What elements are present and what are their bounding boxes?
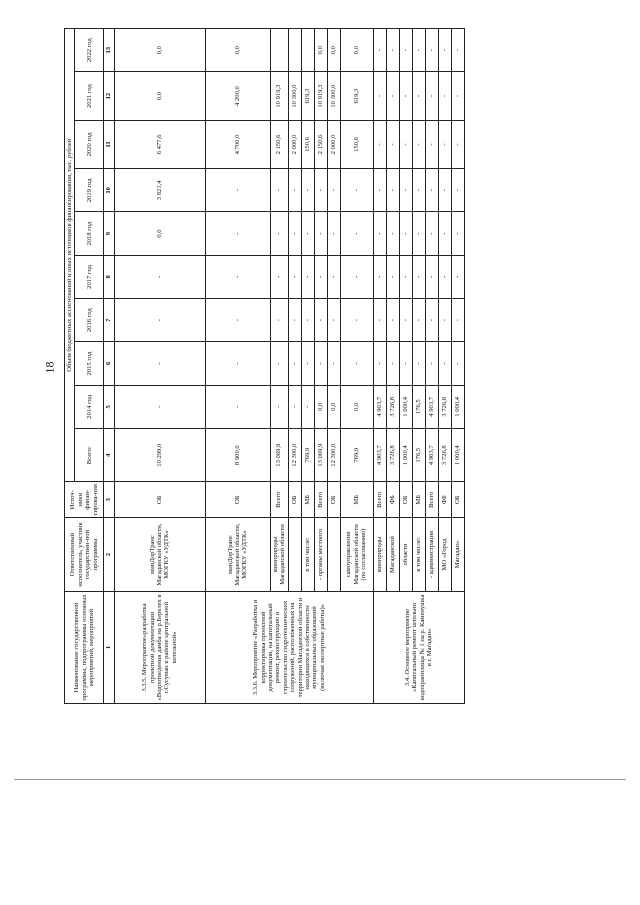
cell-value: 13 069,9 <box>314 428 327 481</box>
cell-value: - <box>314 255 327 298</box>
cell-value: 4 700,0 <box>205 120 270 168</box>
cell-value: - <box>451 72 464 120</box>
row-executor: Магадан» <box>451 518 464 592</box>
cell-value: - <box>327 169 340 212</box>
cell-value: - <box>399 72 412 120</box>
cell-value: - <box>451 299 464 342</box>
cell-value: - <box>373 255 386 298</box>
cell-value: - <box>288 299 301 342</box>
table-row <box>373 29 386 704</box>
col-number: 5 <box>104 385 114 428</box>
cell-value: 176,5 <box>412 385 425 428</box>
cell-value: 0,0 <box>114 212 205 255</box>
cell-value: 2 000,0 <box>288 120 301 168</box>
cell-value: - <box>386 255 399 298</box>
cell-value: - <box>451 29 464 72</box>
funding-table <box>64 28 465 704</box>
cell-value: - <box>288 255 301 298</box>
row-source: МБ <box>340 482 373 518</box>
cell-value: 12 300,0 <box>327 428 340 481</box>
cell-value: 1 000,4 <box>451 428 464 481</box>
cell-value: - <box>373 299 386 342</box>
cell-value: - <box>340 299 373 342</box>
cell-value: 0,0 <box>114 29 205 72</box>
cell-value: - <box>425 342 438 385</box>
cell-value: 12 300,0 <box>288 428 301 481</box>
cell-value: 150,6 <box>340 120 373 168</box>
row-executor <box>288 518 301 592</box>
cell-value: 0,0 <box>340 29 373 72</box>
cell-value: - <box>205 255 270 298</box>
cell-value: 769,9 <box>301 428 314 481</box>
cell-value: - <box>412 120 425 168</box>
cell-value: - <box>438 29 451 72</box>
cell-value: - <box>270 342 288 385</box>
cell-value: - <box>412 169 425 212</box>
cell-value: - <box>399 29 412 72</box>
row-source: Всего <box>373 482 386 518</box>
cell-value: 3 821,4 <box>114 169 205 212</box>
cell-value: 1 000,4 <box>451 385 464 428</box>
cell-value: - <box>327 212 340 255</box>
cell-value: - <box>451 255 464 298</box>
cell-value: - <box>438 299 451 342</box>
cell-value: 8 900,0 <box>205 428 270 481</box>
cell-value: 150,6 <box>301 120 314 168</box>
cell-value: 4 903,7 <box>425 428 438 481</box>
cell-value: - <box>425 29 438 72</box>
cell-value: 2 150,6 <box>314 120 327 168</box>
row-executor: в том числе: <box>301 518 314 592</box>
cell-value: 3 726,8 <box>438 428 451 481</box>
header-year: 2017 год <box>75 255 104 298</box>
cell-value: - <box>314 299 327 342</box>
row-executor: минДорТранс Магаданской области, МОГКУ «УДТК» <box>114 518 205 592</box>
cell-value: 13 069,9 <box>270 428 288 481</box>
cell-value: - <box>205 212 270 255</box>
cell-value: - <box>425 299 438 342</box>
cell-value: - <box>386 212 399 255</box>
cell-value: - <box>314 212 327 255</box>
header-funding-group: Объем бюджетных ассигнований и иных источников финансирования, тыс. рублей <box>65 29 75 482</box>
cell-value: - <box>451 342 464 385</box>
cell-value: - <box>340 255 373 298</box>
cell-value: - <box>386 29 399 72</box>
cell-value: - <box>425 72 438 120</box>
row-source: ФБ <box>386 482 399 518</box>
cell-value: - <box>301 342 314 385</box>
cell-value: - <box>399 255 412 298</box>
header-year: 2020 год <box>75 120 104 168</box>
cell-value: 619,3 <box>301 72 314 120</box>
cell-value: - <box>412 342 425 385</box>
row-name: 3.3.5. Мероприятие«разработка проектной документации «Водоотведения дамба на р.Берелех в г.Сусуман в районе центральной котельной» <box>114 591 205 703</box>
cell-value: - <box>114 255 205 298</box>
cell-value: - <box>288 342 301 385</box>
col-number: 10 <box>104 169 114 212</box>
col-number: 12 <box>104 72 114 120</box>
header-year: 2015 год <box>75 342 104 385</box>
cell-value: - <box>114 342 205 385</box>
cell-value: - <box>270 255 288 298</box>
row-executor: - органы местного <box>314 518 327 592</box>
cell-value: - <box>270 212 288 255</box>
cell-value: 0,0 <box>327 29 340 72</box>
col-number: 9 <box>104 212 114 255</box>
cell-value: 0,0 <box>314 385 327 428</box>
row-source: МБ <box>301 482 314 518</box>
cell-value: 4 903,7 <box>373 385 386 428</box>
cell-value: 10 919,3 <box>270 72 288 120</box>
page-number: 18 <box>42 361 57 374</box>
cell-value: - <box>438 212 451 255</box>
header-total: Всего: <box>75 428 104 481</box>
cell-value: - <box>399 299 412 342</box>
cell-value: - <box>340 169 373 212</box>
header-name: Наименование государственной программы, подпрограммы основных мероприятий, мероприятий <box>65 591 104 703</box>
cell-value: - <box>301 169 314 212</box>
cell-value: - <box>205 385 270 428</box>
cell-value: 4 200,0 <box>205 72 270 120</box>
cell-value: - <box>438 255 451 298</box>
col-number: 2 <box>104 518 114 592</box>
cell-value: 3 726,8 <box>438 385 451 428</box>
col-number: 11 <box>104 120 114 168</box>
cell-value: - <box>205 299 270 342</box>
cell-value: - <box>412 212 425 255</box>
header-year: 2019 год <box>75 169 104 212</box>
cell-value: - <box>386 342 399 385</box>
cell-value: - <box>425 212 438 255</box>
cell-value: - <box>412 29 425 72</box>
cell-value: - <box>114 385 205 428</box>
cell-value: 176,5 <box>412 428 425 481</box>
cell-value: 1 000,4 <box>399 428 412 481</box>
cell-value: - <box>314 342 327 385</box>
col-number: 8 <box>104 255 114 298</box>
cell-value: 0,0 <box>340 385 373 428</box>
row-source: Всего <box>270 482 288 518</box>
col-number: 7 <box>104 299 114 342</box>
cell-value: 3 726,8 <box>386 385 399 428</box>
row-executor: - администрация <box>425 518 438 592</box>
cell-value: - <box>425 169 438 212</box>
row-executor: минприроды Магаданской области <box>270 518 288 592</box>
cell-value: - <box>373 72 386 120</box>
cell-value: 0,0 <box>205 29 270 72</box>
cell-value: - <box>412 255 425 298</box>
cell-value: - <box>412 72 425 120</box>
row-source: МБ <box>412 482 425 518</box>
cell-value: 769,9 <box>340 428 373 481</box>
cell-value: - <box>386 169 399 212</box>
row-source: Всего <box>425 482 438 518</box>
col-number: 3 <box>104 482 114 518</box>
header-year: 2022 год <box>75 29 104 72</box>
cell-value: 10 300,0 <box>327 72 340 120</box>
cell-value: 0,0 <box>114 72 205 120</box>
cell-value: 1 000,4 <box>399 385 412 428</box>
header-year: 2021 год <box>75 72 104 120</box>
cell-value: - <box>340 342 373 385</box>
row-source: ОБ <box>114 482 205 518</box>
cell-value: - <box>301 212 314 255</box>
col-number: 13 <box>104 29 114 72</box>
row-executor: Магаданской <box>386 518 399 592</box>
cell-value: - <box>412 299 425 342</box>
header-year: 2016 год <box>75 299 104 342</box>
cell-value: - <box>425 120 438 168</box>
row-source: ОБ <box>327 482 340 518</box>
cell-value: 2 000,0 <box>327 120 340 168</box>
cell-value: - <box>425 255 438 298</box>
cell-value: - <box>288 169 301 212</box>
header-source: Источ-ники финан-сирова-ния <box>65 482 104 518</box>
cell-value: - <box>205 342 270 385</box>
row-source: ОБ <box>451 482 464 518</box>
row-executor: минприроды <box>373 518 386 592</box>
cell-value: - <box>205 169 270 212</box>
cell-value: - <box>438 120 451 168</box>
cell-value <box>301 29 314 72</box>
header-executor: Ответственный исполнитель, участник государствен-ной программы <box>65 518 104 592</box>
cell-value: - <box>373 169 386 212</box>
cell-value: - <box>373 120 386 168</box>
cell-value: - <box>373 29 386 72</box>
row-executor <box>327 518 340 592</box>
cell-value: - <box>399 212 412 255</box>
cell-value: - <box>288 212 301 255</box>
row-name: 3.3.6. Мероприятие «Разработка и корректировка проектной документации, на капитальный ремонт, реконструкцию и строительство гидротехнических сооружений, расположенных на территории Магаданской области и находящихся в собственности муниципальных образований (включая экспертные работы)» <box>205 591 373 703</box>
cell-value: 0,0 <box>327 385 340 428</box>
table-row <box>114 29 205 704</box>
cell-value: - <box>288 385 301 428</box>
cell-value: 2 150,6 <box>270 120 288 168</box>
cell-value: - <box>451 212 464 255</box>
cell-value: - <box>451 169 464 212</box>
cell-value: - <box>270 169 288 212</box>
row-executor: минДорТранс Магаданской области, МОГКУ «УДТК» <box>205 518 270 592</box>
col-number: 6 <box>104 342 114 385</box>
cell-value: - <box>327 299 340 342</box>
row-source: ОБ <box>205 482 270 518</box>
cell-value: - <box>327 342 340 385</box>
row-executor: области <box>399 518 412 592</box>
row-source: ОБ <box>399 482 412 518</box>
row-name: 3.4. Основное мероприятие «Капитальный ремонт штольни водохранилища № 1 на р. Каменушка в г. Магадан» <box>373 591 464 703</box>
row-source: Всего <box>314 482 327 518</box>
cell-value <box>288 29 301 72</box>
page-divider <box>14 779 626 780</box>
cell-value: - <box>438 342 451 385</box>
cell-value <box>270 29 288 72</box>
row-source: ОБ <box>288 482 301 518</box>
cell-value: - <box>114 299 205 342</box>
header-year: 2018 год <box>75 212 104 255</box>
cell-value: 6 477,6 <box>114 120 205 168</box>
cell-value: - <box>386 72 399 120</box>
cell-value: - <box>301 255 314 298</box>
cell-value: 10 299,0 <box>114 428 205 481</box>
cell-value: - <box>301 385 314 428</box>
cell-value: - <box>301 299 314 342</box>
table-row <box>205 29 270 704</box>
col-number: 4 <box>104 428 114 481</box>
cell-value: 3 726,8 <box>386 428 399 481</box>
cell-value: - <box>314 169 327 212</box>
cell-value: - <box>373 342 386 385</box>
cell-value: - <box>373 212 386 255</box>
col-number: 1 <box>104 591 114 703</box>
row-source: ФБ <box>438 482 451 518</box>
cell-value: - <box>270 385 288 428</box>
cell-value: - <box>340 212 373 255</box>
row-executor: самоуправления Магаданской области (по согласованию) <box>340 518 373 592</box>
cell-value: 619,3 <box>340 72 373 120</box>
cell-value: 10 919,3 <box>314 72 327 120</box>
cell-value: - <box>327 255 340 298</box>
cell-value: 4 903,7 <box>425 385 438 428</box>
cell-value: - <box>399 120 412 168</box>
cell-value: - <box>438 169 451 212</box>
cell-value: 10 300,0 <box>288 72 301 120</box>
cell-value: 4 903,7 <box>373 428 386 481</box>
cell-value: - <box>399 342 412 385</box>
cell-value: - <box>438 72 451 120</box>
row-executor: МО «Город <box>438 518 451 592</box>
cell-value: - <box>399 169 412 212</box>
cell-value: - <box>386 299 399 342</box>
row-executor: в том числе: <box>412 518 425 592</box>
cell-value: 0,0 <box>314 29 327 72</box>
cell-value: - <box>386 120 399 168</box>
rotated-table-container <box>64 28 544 704</box>
cell-value: - <box>270 299 288 342</box>
cell-value: - <box>451 120 464 168</box>
header-year: 2014 год <box>75 385 104 428</box>
